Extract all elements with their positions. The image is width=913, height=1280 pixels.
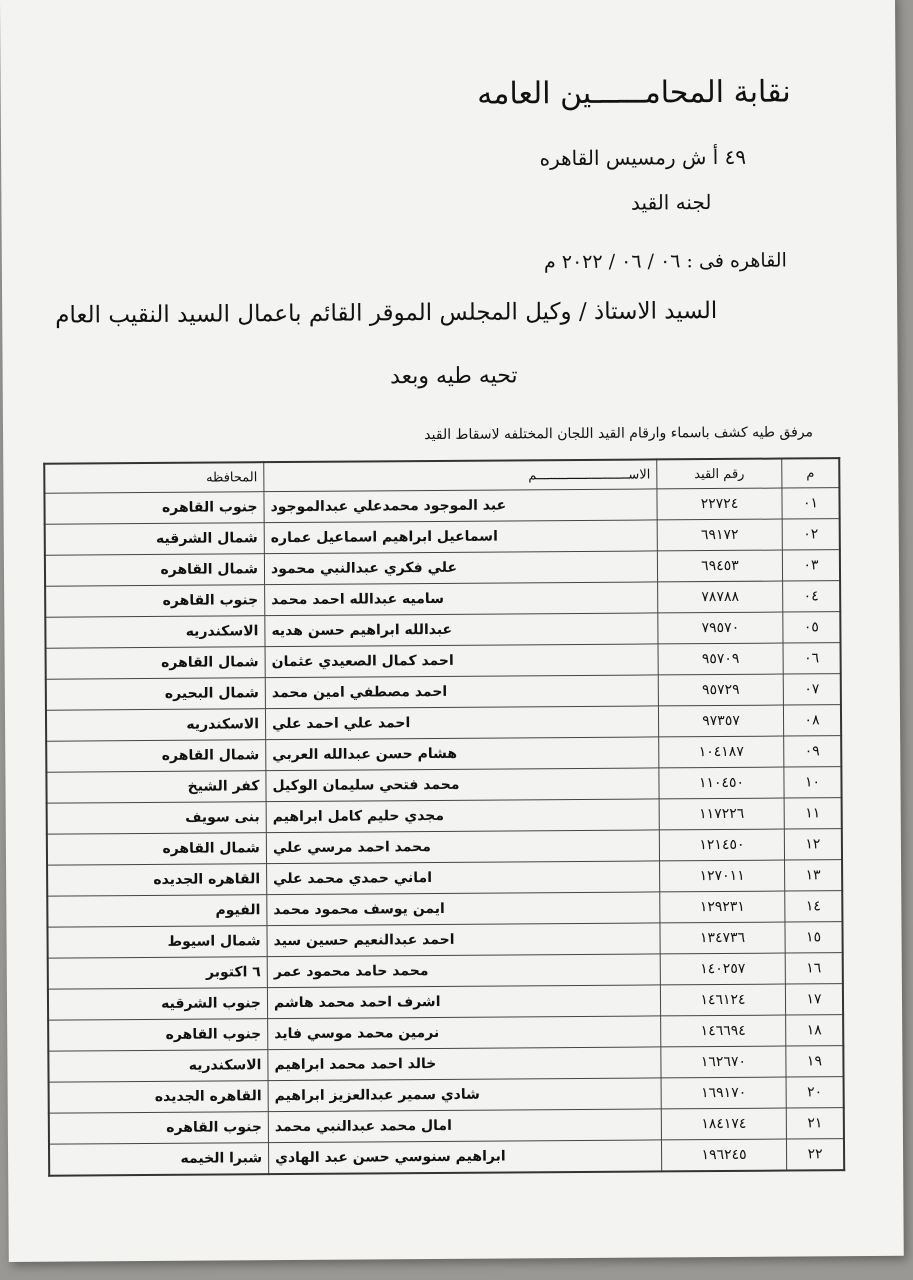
row-registration-number: ١٠٤١٨٧ <box>659 736 784 768</box>
row-number: ١٧ <box>785 984 843 1015</box>
row-registration-number: ٩٥٧٢٩ <box>658 674 783 706</box>
row-registration-number: ٦٩١٧٢ <box>657 519 782 551</box>
row-registration-number: ١٢٩٢٣١ <box>660 891 785 923</box>
table-row <box>49 1139 844 1176</box>
row-member-name: احمد عبدالنعيم حسين سيد <box>267 923 660 957</box>
row-member-name: علي فكري عبدالنبي محمود <box>264 551 657 585</box>
row-governorate: شمال القاهره <box>46 647 266 680</box>
row-governorate: شمال البحيره <box>46 678 266 711</box>
row-number: ٠١ <box>782 488 840 519</box>
row-member-name: محمد حامد محمود عمر <box>267 954 660 988</box>
row-registration-number: ١٤٦١٢٤ <box>660 984 785 1016</box>
row-number: ٠٢ <box>782 519 840 550</box>
row-governorate: جنوب الشرقيه <box>48 988 268 1021</box>
row-number: ٠٦ <box>783 643 841 674</box>
row-registration-number: ١٤٦٦٩٤ <box>661 1015 786 1047</box>
row-registration-number: ١٢٧٠١١ <box>660 860 785 892</box>
row-number: ٠٧ <box>783 674 841 705</box>
row-number: ٠٣ <box>782 550 840 581</box>
row-member-name: ساميه عبدالله احمد محمد <box>265 582 658 616</box>
column-header-name: الاســــــــــــــــــــــــم <box>264 459 657 491</box>
row-member-name: شادي سمير عبدالعزيز ابراهيم <box>268 1078 661 1112</box>
row-registration-number: ٦٩٤٥٣ <box>657 550 782 582</box>
row-member-name: خالد احمد محمد ابراهيم <box>268 1047 661 1081</box>
row-registration-number: ١٣٤٧٣٦ <box>660 922 785 954</box>
row-number: ٢٢ <box>786 1139 844 1171</box>
date-line: القاهره فى : ٠٦ / ٠٦ / ٢٠٢٢ م <box>543 249 787 274</box>
row-number: ٠٨ <box>783 705 841 736</box>
row-member-name: محمد احمد مرسي علي <box>266 830 659 864</box>
row-registration-number: ١٦٩١٧٠ <box>661 1077 786 1109</box>
row-member-name: مجدي حليم كامل ابراهيم <box>266 799 659 833</box>
row-number: ١٤ <box>785 891 843 922</box>
row-number: ١٩ <box>786 1046 844 1077</box>
intro-line: مرفق طيه كشف باسماء وارقام القيد اللجان المختلفه لاسقاط القيد <box>424 424 814 444</box>
row-governorate: الاسكندريه <box>45 616 265 649</box>
row-member-name: اسماعيل ابراهيم اسماعيل عماره <box>264 520 657 554</box>
row-member-name: احمد كمال الصعيدي عثمان <box>265 644 658 678</box>
row-number: ١١ <box>784 798 842 829</box>
column-header-number: م <box>782 458 840 488</box>
row-member-name: عبد الموجود محمدعلي عبدالموجود <box>264 489 657 523</box>
row-registration-number: ٧٩٥٧٠ <box>658 612 783 644</box>
row-number: ٠٤ <box>783 581 841 612</box>
column-header-registration: رقم القيد <box>657 459 782 489</box>
row-registration-number: ١٤٠٢٥٧ <box>660 953 785 985</box>
row-number: ١٠ <box>784 767 842 798</box>
row-member-name: محمد فتحي سليمان الوكيل <box>266 768 659 802</box>
row-governorate: القاهره الجديده <box>49 1081 269 1114</box>
row-member-name: احمد علي احمد علي <box>265 706 658 740</box>
row-number: ١٦ <box>785 953 843 984</box>
column-header-governorate: المحافظه <box>44 462 264 493</box>
row-registration-number: ١٨٤١٧٤ <box>661 1108 786 1140</box>
row-member-name: نرمين محمد موسي فايد <box>268 1016 661 1050</box>
row-governorate: شمال القاهره <box>45 554 265 587</box>
row-registration-number: ٩٥٧٠٩ <box>658 643 783 675</box>
row-governorate: جنوب القاهره <box>48 1019 268 1052</box>
members-table <box>43 457 845 1177</box>
row-registration-number: ١١٠٤٥٠ <box>659 767 784 799</box>
row-governorate: شمال الشرقيه <box>45 523 265 556</box>
row-governorate: جنوب القاهره <box>49 1112 269 1145</box>
row-governorate: شمال القاهره <box>46 740 266 773</box>
row-number: ٠٥ <box>783 612 841 643</box>
row-registration-number: ١٢١٤٥٠ <box>659 829 784 861</box>
row-number: ٠٩ <box>784 736 842 767</box>
address-line: ٤٩ أ ش رمسيس القاهره <box>539 144 747 171</box>
row-governorate: جنوب القاهره <box>44 492 264 525</box>
committee-name: لجنه القيد <box>630 190 712 215</box>
row-governorate: ٦ اكتوبر <box>48 957 268 990</box>
row-governorate: جنوب القاهره <box>45 585 265 618</box>
row-member-name: اشرف احمد محمد هاشم <box>267 985 660 1019</box>
row-member-name: هشام حسن عبدالله العربي <box>266 737 659 771</box>
row-governorate: بنى سويف <box>47 802 267 835</box>
row-member-name: امال محمد عبدالنبي محمد <box>268 1109 661 1143</box>
row-governorate: الفيوم <box>47 895 267 928</box>
row-governorate: الاسكندريه <box>48 1050 268 1083</box>
row-number: ٢٠ <box>786 1077 844 1108</box>
row-registration-number: ٢٢٧٢٤ <box>657 488 782 520</box>
row-number: ١٨ <box>786 1015 844 1046</box>
row-number: ١٥ <box>785 922 843 953</box>
row-governorate: كفر الشيخ <box>46 771 266 804</box>
row-governorate: شبرا الخيمه <box>49 1143 269 1176</box>
row-governorate: شمال القاهره <box>47 833 267 866</box>
row-number: ٢١ <box>786 1108 844 1139</box>
row-registration-number: ١١٧٢٢٦ <box>659 798 784 830</box>
row-registration-number: ٩٧٣٥٧ <box>658 705 783 737</box>
row-member-name: عبدالله ابراهيم حسن هديه <box>265 613 658 647</box>
row-member-name: اماني حمدي محمد علي <box>267 861 660 895</box>
row-governorate: شمال اسيوط <box>47 926 267 959</box>
row-number: ١٢ <box>784 829 842 860</box>
row-registration-number: ٧٨٧٨٨ <box>658 581 783 613</box>
row-member-name: ابراهيم سنوسي حسن عبد الهادي <box>268 1140 661 1174</box>
greeting-line: تحيه طيه وبعد <box>389 363 518 390</box>
addressee-line: السيد الاستاذ / وكيل المجلس الموقر القائم باعمال السيد النقيب العام <box>55 298 718 329</box>
row-governorate: الاسكندريه <box>46 709 266 742</box>
row-registration-number: ١٩٦٢٤٥ <box>661 1139 786 1171</box>
syndicate-title: نقابة المحامــــــين العامه <box>477 74 791 112</box>
row-registration-number: ١٦٢٦٧٠ <box>661 1046 786 1078</box>
row-number: ١٣ <box>785 860 843 891</box>
row-member-name: ايمن يوسف محمود محمد <box>267 892 660 926</box>
row-member-name: احمد مصطفي امين محمد <box>265 675 658 709</box>
row-governorate: القاهره الجديده <box>47 864 267 897</box>
